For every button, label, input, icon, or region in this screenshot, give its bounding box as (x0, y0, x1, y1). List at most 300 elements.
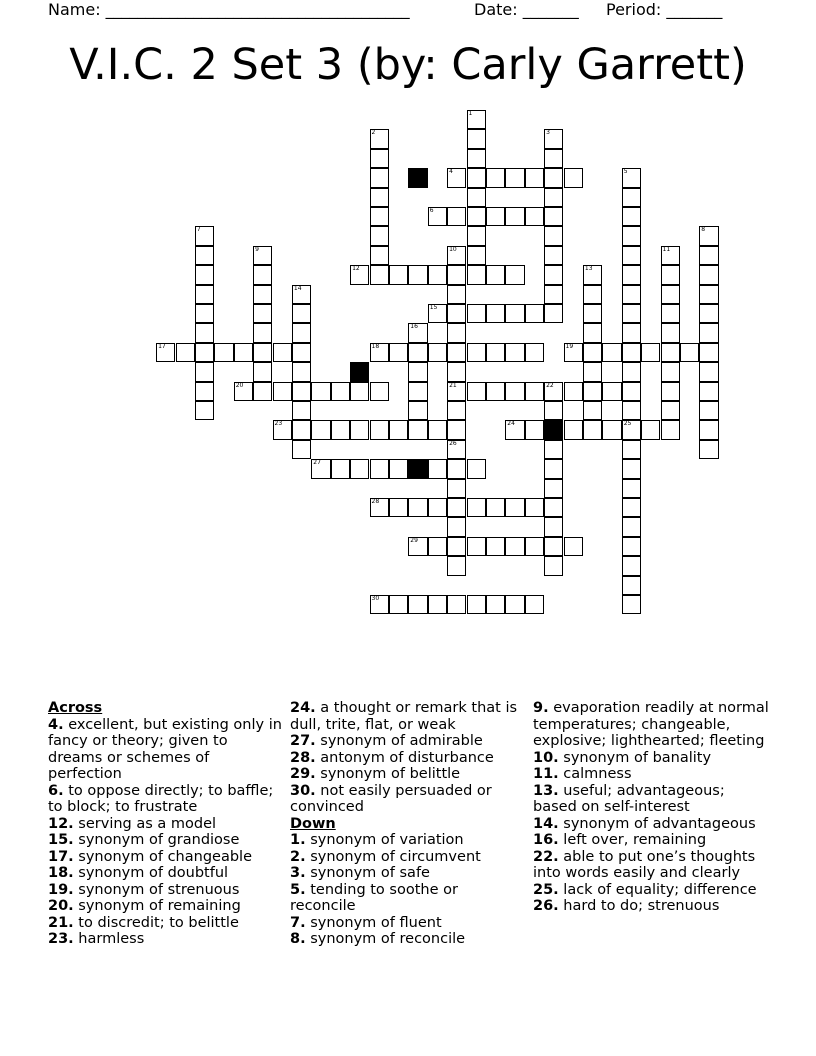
grid-cell[interactable] (583, 285, 602, 304)
clue-item-number: 5. (290, 881, 306, 898)
grid-cell[interactable] (544, 440, 563, 459)
clue-item-number: 15. (48, 832, 74, 848)
grid-cell[interactable] (292, 285, 311, 304)
grid-cell[interactable] (544, 517, 563, 536)
grid-cell[interactable] (505, 498, 524, 517)
grid-cell[interactable] (583, 401, 602, 420)
grid-cell[interactable] (292, 401, 311, 420)
grid-cell[interactable] (544, 459, 563, 478)
grid-cell[interactable] (467, 110, 486, 129)
grid-cell[interactable] (680, 343, 699, 362)
grid-cell[interactable] (622, 226, 641, 245)
grid-cell[interactable] (253, 265, 272, 284)
grid-cell[interactable] (389, 343, 408, 362)
grid-cell[interactable] (292, 304, 311, 323)
grid-cell[interactable] (525, 304, 544, 323)
clue-number: 6 (429, 207, 434, 214)
grid-cell[interactable] (467, 265, 486, 284)
clue-item-text: synonym of variation (310, 832, 464, 848)
clue-number: 29 (410, 536, 418, 544)
grid-cell[interactable] (214, 343, 233, 362)
grid-cell[interactable] (622, 576, 641, 595)
grid-cell[interactable] (467, 188, 486, 207)
grid-cell[interactable] (389, 420, 408, 439)
grid-cell[interactable] (195, 304, 214, 323)
clue-number: 11 (662, 245, 671, 253)
grid-cell[interactable] (253, 362, 272, 381)
grid-cell[interactable] (195, 226, 214, 245)
grid-cell[interactable] (661, 323, 680, 342)
clue-item-number: 13. (533, 782, 559, 799)
across-heading: Across (48, 700, 103, 716)
grid-cell[interactable] (544, 382, 563, 401)
grid-cell[interactable] (428, 207, 447, 226)
grid-cell[interactable] (544, 168, 563, 187)
grid-cell[interactable] (622, 343, 641, 362)
grid-cell[interactable] (350, 265, 369, 284)
grid-cell[interactable] (447, 440, 466, 459)
grid-cell[interactable] (292, 440, 311, 459)
grid-cell[interactable] (370, 595, 389, 614)
grid-cell[interactable] (234, 343, 253, 362)
grid-cell[interactable] (447, 595, 466, 614)
grid-cell[interactable] (350, 382, 369, 401)
grid-cell[interactable] (311, 382, 330, 401)
grid-cell[interactable] (486, 537, 505, 556)
grid-cell[interactable] (544, 188, 563, 207)
grid-cell[interactable] (253, 343, 272, 362)
grid-cell[interactable] (486, 168, 505, 187)
grid-cell[interactable] (195, 265, 214, 284)
grid-cell[interactable] (622, 537, 641, 556)
grid-cell[interactable] (447, 323, 466, 342)
clue-item (290, 766, 528, 783)
grid-cell[interactable] (622, 401, 641, 420)
grid-cell[interactable] (253, 246, 272, 265)
grid-cell[interactable] (331, 382, 350, 401)
grid-cell[interactable] (350, 420, 369, 439)
grid-cell[interactable] (699, 226, 718, 245)
grid-cell[interactable] (331, 459, 350, 478)
grid-cell[interactable] (389, 459, 408, 478)
grid-cell[interactable] (428, 265, 447, 284)
clue-item-text: synonym of admirable (320, 733, 483, 749)
clue-item-number: 27. (290, 733, 316, 749)
grid-cell[interactable] (467, 149, 486, 168)
grid-cell[interactable] (428, 537, 447, 556)
clue-item-number: 29. (290, 766, 316, 782)
grid-cell[interactable] (525, 595, 544, 614)
grid-cell[interactable] (486, 498, 505, 517)
grid-cell[interactable] (156, 343, 175, 362)
grid-cell[interactable] (661, 304, 680, 323)
grid-cell[interactable] (505, 168, 524, 187)
grid-cell[interactable] (408, 537, 427, 556)
grid-cell[interactable] (699, 343, 718, 362)
clue-number: 1 (468, 110, 473, 117)
grid-cell[interactable] (583, 420, 602, 439)
clue-item-text: synonym of doubtful (78, 865, 229, 881)
grid-cell[interactable] (641, 420, 660, 439)
grid-cell[interactable] (699, 420, 718, 439)
grid-cell[interactable] (486, 265, 505, 284)
grid-cell[interactable] (311, 420, 330, 439)
grid-cell[interactable] (544, 556, 563, 575)
grid-cell[interactable] (370, 265, 389, 284)
clue-item (290, 882, 528, 915)
grid-cell[interactable] (467, 459, 486, 478)
grid-cell[interactable] (544, 129, 563, 148)
grid-cell[interactable] (661, 265, 680, 284)
grid-cell[interactable] (661, 382, 680, 401)
grid-cell[interactable] (544, 265, 563, 284)
grid-cell[interactable] (505, 207, 524, 226)
clue-item-number: 10. (533, 749, 559, 766)
grid-cell[interactable] (544, 246, 563, 265)
clue-item (533, 816, 771, 833)
grid-cell[interactable] (544, 207, 563, 226)
grid-cell[interactable] (525, 382, 544, 401)
grid-cell[interactable] (408, 498, 427, 517)
grid-cell[interactable] (467, 207, 486, 226)
grid-cell[interactable] (195, 323, 214, 342)
down-heading: Down (290, 815, 336, 832)
grid-cell[interactable] (564, 382, 583, 401)
grid-cell[interactable] (525, 207, 544, 226)
grid-cell[interactable] (661, 343, 680, 362)
clue-item (290, 783, 528, 816)
clue-item-number: 30. (290, 782, 316, 799)
date-field[interactable]: Date: _______ (474, 0, 579, 19)
grid-cell[interactable] (486, 304, 505, 323)
grid-cell[interactable] (505, 304, 524, 323)
grid-cell[interactable] (408, 362, 427, 381)
grid-cell[interactable] (195, 362, 214, 381)
grid-cell[interactable] (486, 595, 505, 614)
clue-item-text: to discredit; to belittle (78, 914, 239, 931)
grid-cell[interactable] (525, 343, 544, 362)
grid-cell[interactable] (505, 537, 524, 556)
grid-cell[interactable] (428, 459, 447, 478)
grid-cell[interactable] (505, 420, 524, 439)
grid-cell[interactable] (467, 595, 486, 614)
grid-cell[interactable] (602, 343, 621, 362)
grid-cell[interactable] (408, 382, 427, 401)
grid-cell[interactable] (292, 420, 311, 439)
grid-cell[interactable] (622, 362, 641, 381)
grid-cell[interactable] (447, 382, 466, 401)
grid-cell[interactable] (525, 168, 544, 187)
clue-item-number: 28. (290, 749, 316, 766)
grid-cell[interactable] (428, 343, 447, 362)
clue-item-text: synonym of banality (563, 749, 712, 766)
grid-cell[interactable] (370, 420, 389, 439)
grid-cell[interactable] (370, 459, 389, 478)
clue-item-number: 17. (48, 848, 74, 865)
clue-item-number: 3. (290, 865, 306, 881)
grid-cell[interactable] (467, 129, 486, 148)
grid-cell[interactable] (622, 595, 641, 614)
clue-item (48, 717, 286, 783)
grid-cell[interactable] (370, 168, 389, 187)
grid-cell[interactable] (195, 246, 214, 265)
clue-item-number: 18. (48, 865, 74, 881)
grid-cell[interactable] (699, 323, 718, 342)
grid-cell[interactable] (622, 556, 641, 575)
grid-cell[interactable] (389, 595, 408, 614)
grid-cell[interactable] (622, 479, 641, 498)
grid-cell[interactable] (699, 382, 718, 401)
clue-item-text: hard to do; strenuous (563, 898, 720, 914)
grid-cell[interactable] (195, 285, 214, 304)
clue-item-text: synonym of safe (310, 865, 430, 881)
grid-cell[interactable] (505, 265, 524, 284)
grid-cell[interactable] (408, 323, 427, 342)
grid-cell[interactable] (622, 304, 641, 323)
grid-cell[interactable] (273, 343, 292, 362)
grid-cell[interactable] (253, 285, 272, 304)
grid-cell[interactable] (350, 459, 369, 478)
grid-cell[interactable] (176, 343, 195, 362)
grid-cell[interactable] (699, 362, 718, 381)
clue-number: 27 (313, 459, 321, 467)
clue-number: 9 (255, 245, 259, 253)
grid-cell[interactable] (428, 304, 447, 323)
black-square (408, 459, 427, 478)
grid-cell[interactable] (408, 595, 427, 614)
grid-cell[interactable] (544, 479, 563, 498)
grid-cell[interactable] (447, 517, 466, 536)
grid-cell[interactable] (583, 362, 602, 381)
grid-cell[interactable] (467, 382, 486, 401)
clue-item-number: 16. (533, 832, 559, 848)
grid-cell[interactable] (622, 323, 641, 342)
clue-number: 8 (701, 226, 706, 234)
grid-cell[interactable] (408, 420, 427, 439)
grid-cell[interactable] (544, 304, 563, 323)
grid-cell[interactable] (525, 420, 544, 439)
grid-cell[interactable] (447, 246, 466, 265)
grid-cell[interactable] (447, 479, 466, 498)
grid-cell[interactable] (622, 188, 641, 207)
grid-cell[interactable] (564, 343, 583, 362)
page-title: V.I.C. 2 Set 3 (by: Carly Garrett) (69, 40, 747, 90)
clue-item-number: 19. (48, 881, 74, 898)
grid-cell[interactable] (699, 265, 718, 284)
grid-cell[interactable] (467, 168, 486, 187)
grid-cell[interactable] (331, 420, 350, 439)
grid-cell[interactable] (602, 382, 621, 401)
grid-cell[interactable] (622, 265, 641, 284)
grid-cell[interactable] (622, 420, 641, 439)
grid-cell[interactable] (370, 226, 389, 245)
grid-cell[interactable] (447, 401, 466, 420)
grid-cell[interactable] (253, 304, 272, 323)
grid-cell[interactable] (583, 382, 602, 401)
grid-cell[interactable] (447, 420, 466, 439)
clue-item-text: synonym of changeable (78, 848, 252, 865)
grid-cell[interactable] (195, 401, 214, 420)
grid-cell[interactable] (544, 226, 563, 245)
clue-item-number: 11. (533, 766, 559, 782)
grid-cell[interactable] (408, 343, 427, 362)
grid-cell[interactable] (370, 149, 389, 168)
grid-cell[interactable] (544, 537, 563, 556)
grid-cell[interactable] (447, 459, 466, 478)
grid-cell[interactable] (467, 226, 486, 245)
clue-item-text: synonym of fluent (310, 914, 442, 931)
name-field[interactable]: Name: ______________________________________ (48, 0, 410, 19)
grid-cell[interactable] (661, 401, 680, 420)
clue-number: 10 (449, 245, 457, 253)
clue-item-text: useful; advantageous; based on self-interest (533, 782, 725, 815)
grid-cell[interactable] (292, 323, 311, 342)
clue-number: 20 (235, 381, 244, 389)
grid-cell[interactable] (661, 362, 680, 381)
grid-cell[interactable] (447, 265, 466, 284)
clue-item-number: 9. (533, 700, 549, 716)
grid-cell[interactable] (622, 285, 641, 304)
grid-cell[interactable] (370, 246, 389, 265)
grid-cell[interactable] (467, 537, 486, 556)
clue-item-number: 8. (290, 931, 306, 947)
grid-cell[interactable] (253, 382, 272, 401)
grid-cell[interactable] (447, 285, 466, 304)
clue-item (48, 898, 286, 915)
grid-cell[interactable] (699, 304, 718, 323)
grid-cell[interactable] (370, 129, 389, 148)
grid-cell[interactable] (292, 362, 311, 381)
grid-cell[interactable] (622, 498, 641, 517)
grid-cell[interactable] (370, 498, 389, 517)
grid-cell[interactable] (428, 595, 447, 614)
grid-cell[interactable] (389, 498, 408, 517)
grid-cell[interactable] (370, 188, 389, 207)
grid-cell[interactable] (622, 168, 641, 187)
grid-cell[interactable] (602, 420, 621, 439)
grid-cell[interactable] (622, 440, 641, 459)
grid-cell[interactable] (622, 207, 641, 226)
grid-cell[interactable] (661, 420, 680, 439)
clue-item-text: to oppose directly; to baffle; to block; to frustrate (48, 782, 274, 815)
period-field[interactable]: Period: _______ (606, 0, 723, 19)
grid-cell[interactable] (564, 537, 583, 556)
grid-cell[interactable] (641, 343, 660, 362)
grid-cell[interactable] (447, 498, 466, 517)
grid-cell[interactable] (564, 168, 583, 187)
grid-cell[interactable] (447, 168, 466, 187)
grid-cell[interactable] (311, 459, 330, 478)
clue-item-text: excellent, but existing only in fancy or theory; given to dreams or schemes of perfection (48, 716, 282, 782)
clue-number: 26 (449, 439, 457, 447)
clue-number: 21 (449, 381, 457, 389)
grid-cell[interactable] (389, 265, 408, 284)
grid-cell[interactable] (428, 420, 447, 439)
grid-cell[interactable] (564, 420, 583, 439)
grid-cell[interactable] (467, 343, 486, 362)
clue-item-text: not easily persuaded or convinced (290, 782, 492, 815)
clue-item-number: 22. (533, 848, 559, 865)
clue-item (48, 882, 286, 899)
grid-cell[interactable] (544, 149, 563, 168)
grid-cell[interactable] (195, 343, 214, 362)
grid-cell[interactable] (292, 343, 311, 362)
clue-item (48, 783, 286, 816)
grid-cell[interactable] (428, 498, 447, 517)
grid-cell[interactable] (544, 285, 563, 304)
grid-cell[interactable] (467, 498, 486, 517)
grid-cell[interactable] (447, 537, 466, 556)
grid-cell[interactable] (273, 420, 292, 439)
grid-cell[interactable] (447, 304, 466, 323)
grid-cell[interactable] (447, 556, 466, 575)
grid-cell[interactable] (505, 343, 524, 362)
grid-cell[interactable] (622, 517, 641, 536)
clue-item (48, 832, 286, 849)
grid-cell[interactable] (699, 401, 718, 420)
grid-cell[interactable] (467, 246, 486, 265)
clue-number: 28 (371, 498, 380, 505)
grid-cell[interactable] (486, 207, 505, 226)
grid-cell[interactable] (253, 323, 272, 342)
grid-cell[interactable] (622, 382, 641, 401)
clue-item (48, 915, 286, 932)
clue-item (290, 733, 528, 750)
grid-cell[interactable] (505, 382, 524, 401)
clue-item (48, 816, 286, 833)
grid-cell[interactable] (195, 382, 214, 401)
clue-number: 15 (429, 304, 438, 311)
grid-cell[interactable] (661, 285, 680, 304)
grid-cell[interactable] (699, 440, 718, 459)
grid-cell[interactable] (525, 537, 544, 556)
grid-cell[interactable] (467, 304, 486, 323)
grid-cell[interactable] (486, 382, 505, 401)
grid-cell[interactable] (292, 382, 311, 401)
grid-cell[interactable] (525, 498, 544, 517)
grid-cell[interactable] (370, 382, 389, 401)
grid-cell[interactable] (583, 304, 602, 323)
grid-cell[interactable] (486, 343, 505, 362)
clue-number: 5 (623, 168, 628, 176)
grid-cell[interactable] (583, 323, 602, 342)
grid-cell[interactable] (505, 595, 524, 614)
grid-cell[interactable] (408, 401, 427, 420)
grid-cell[interactable] (447, 343, 466, 362)
grid-cell[interactable] (661, 246, 680, 265)
clue-item (290, 931, 528, 948)
grid-cell[interactable] (447, 207, 466, 226)
grid-cell[interactable] (544, 401, 563, 420)
grid-cell[interactable] (273, 382, 292, 401)
grid-cell[interactable] (699, 246, 718, 265)
grid-cell[interactable] (622, 246, 641, 265)
clue-item-text: synonym of grandiose (78, 832, 240, 848)
grid-cell[interactable] (622, 459, 641, 478)
grid-cell[interactable] (370, 343, 389, 362)
clue-item-text: evaporation readily at normal temperatures; changeable, explosive; lighthearted; fleeting (533, 700, 769, 749)
grid-cell[interactable] (234, 382, 253, 401)
grid-cell[interactable] (544, 498, 563, 517)
grid-cell[interactable] (699, 285, 718, 304)
clue-item-text: a thought or remark that is dull, trite, flat, or weak (290, 700, 518, 733)
grid-cell[interactable] (447, 362, 466, 381)
clue-number: 4 (449, 168, 453, 176)
grid-cell[interactable] (583, 343, 602, 362)
grid-cell[interactable] (583, 265, 602, 284)
grid-cell[interactable] (370, 207, 389, 226)
grid-cell[interactable] (408, 265, 427, 284)
